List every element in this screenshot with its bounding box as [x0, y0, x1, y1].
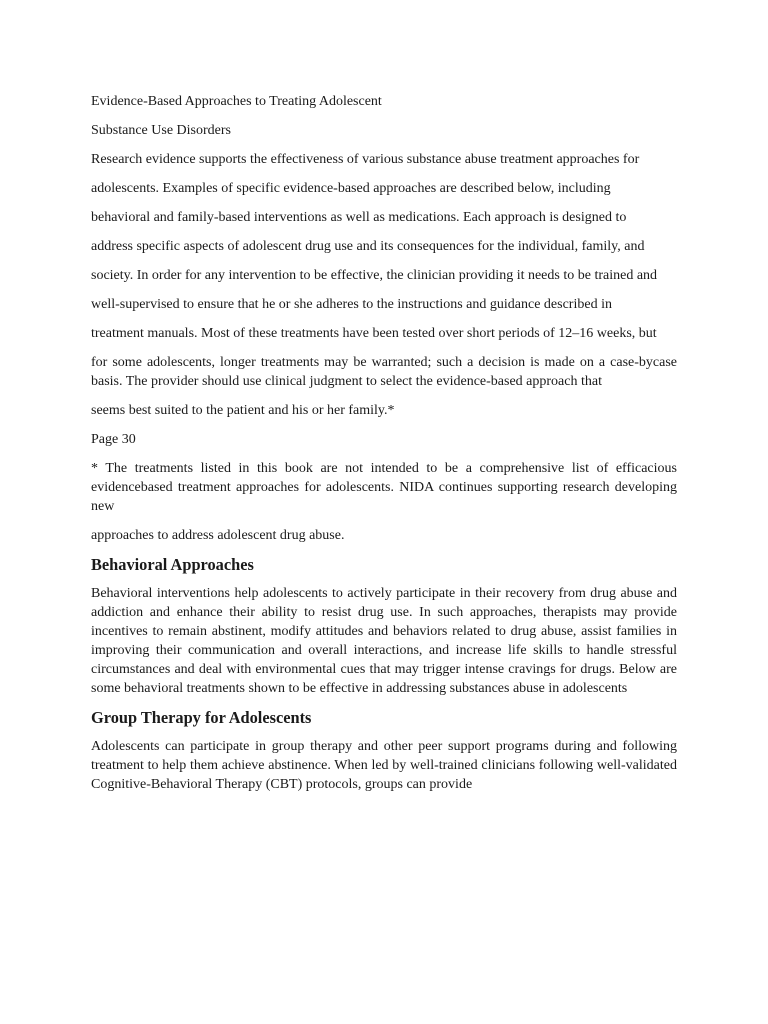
paragraph: address specific aspects of adolescent drug use and its consequences for the individual, family, and	[91, 239, 645, 254]
paragraph: Evidence-Based Approaches to Treating Adolescent	[91, 94, 382, 109]
page-number: Page 30	[91, 432, 136, 447]
paragraph: treatment manuals. Most of these treatments have been tested over short periods of 12–16 weeks, but	[91, 326, 657, 341]
paragraph: behavioral and family-based interventions as well as medications. Each approach is designed to	[91, 210, 627, 225]
paragraph: Behavioral interventions help adolescents to actively participate in their recovery from drug abuse and addiction and enhance their ability to resist drug use. In such approaches, therapists may provide incentives to remain abstinent, modify attitudes and behaviors related to drug abuse, assist families in improving their communication and overall interactions, and increase life skills to handle stressful circumstances and deal with environmental cues that may trigger intense cravings for drugs. Below are some behavioral treatments shown to be effective in addressing substances abuse in adolescents	[91, 586, 677, 696]
document-page	[91, 92, 677, 804]
footnote: * The treatments listed in this book are not intended to be a comprehensive list of efficacious evidencebased treatment approaches for adolescents. NIDA continues supporting research developing new	[91, 461, 677, 514]
section-heading-group-therapy: Group Therapy for Adolescents	[91, 708, 312, 727]
paragraph: for some adolescents, longer treatments may be warranted; such a decision is made on a case-bycase basis. The provider should use clinical judgment to select the evidence-based approach that	[91, 355, 677, 389]
paragraph: Research evidence supports the effectiveness of various substance abuse treatment approaches for	[91, 152, 640, 167]
paragraph: society. In order for any intervention to be effective, the clinician providing it needs to be trained and	[91, 268, 658, 283]
section-heading-behavioral-approaches: Behavioral Approaches	[91, 555, 254, 574]
paragraph: seems best suited to the patient and his or her family.*	[91, 403, 395, 418]
paragraph: well-supervised to ensure that he or she adheres to the instructions and guidance described in	[91, 297, 612, 312]
footnote-continued: approaches to address adolescent drug abuse.	[91, 528, 345, 543]
paragraph: Substance Use Disorders	[91, 123, 231, 138]
paragraph: adolescents. Examples of specific evidence-based approaches are described below, including	[91, 181, 611, 196]
paragraph: Adolescents can participate in group therapy and other peer support programs during and following treatment to help them achieve abstinence. When led by well-trained clinicians following well-validated Cognitive-Behavioral Therapy (CBT) protocols, groups can provide	[91, 739, 677, 792]
